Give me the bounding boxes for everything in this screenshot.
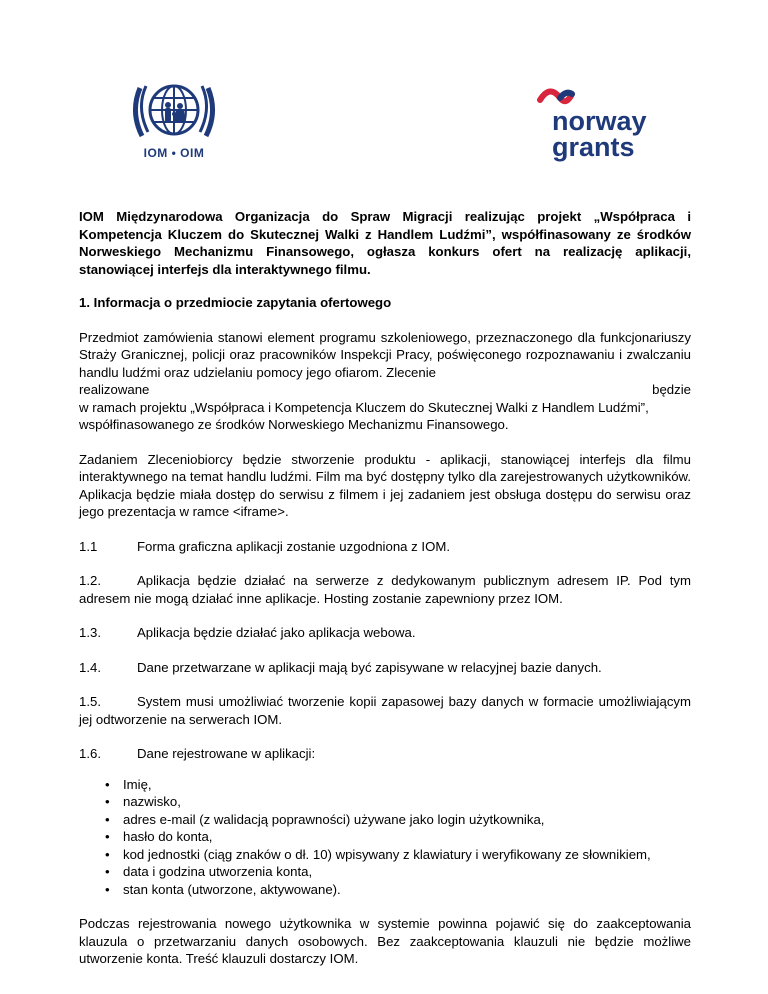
list-item: • data i godzina utworzenia konta,: [105, 864, 313, 879]
registered-data-list: [79, 776, 691, 899]
item-text: Dane rejestrowane w aplikacji:: [137, 746, 316, 761]
split-word-left: realizowane: [79, 382, 150, 397]
item-1-5: [79, 693, 691, 728]
split-word-right: będzie: [652, 382, 691, 397]
paragraph-subject-a: Przedmiot zamówienia stanowi element programu szkoleniowego, przeznaczonego dla funkcjonariuszy Straży Granicznej, policji oraz pracowników Inspekcji Pracy, poświęconego rozpoznawaniu i zwalczaniu handlu ludźmi oraz udzielaniu pomocy jego ofiarom. Zlecenie: [79, 329, 691, 380]
item-text: System musi umożliwiać tworzenie kopii zapasowej bazy danych w formacie umożliwiającym jej odtworzenie na serwerach IOM.: [79, 694, 691, 727]
item-1-1: [79, 538, 691, 556]
paragraph-closing: Podczas rejestrowania nowego użytkownika w systemie powinna pojawić się do zaakceptowania klauzula o przetwarzaniu danych osobowych. Bez zaakceptowania klauzuli nie będzie możliwe utworzenie konta. Treść klauzuli dostarczy IOM.: [79, 916, 691, 966]
list-item: • adres e-mail (z walidacją poprawności) używane jako login użytkownika,: [105, 811, 545, 827]
section-heading: 1. Informacja o przedmiocie zapytania ofertowego: [79, 295, 392, 310]
iom-logo-text: IOM • OIM: [143, 146, 205, 160]
item-text: Forma graficzna aplikacji zostanie uzgodniona z IOM.: [137, 538, 450, 554]
norway-word: norway: [552, 106, 647, 136]
paragraph-subject-split-line: [79, 381, 691, 399]
item-number: 1.3.: [79, 625, 101, 640]
paragraph-subject: [79, 329, 691, 434]
item-number: 1.6.: [79, 746, 101, 761]
list-item: • nazwisko,: [105, 794, 181, 809]
list-item: • stan konta (utworzone, aktywowane).: [105, 881, 341, 897]
document-body: [79, 208, 691, 968]
paragraph-task: Zadaniem Zleceniobiorcy będzie stworzenie produktu - aplikacji, stanowiącej interfejs dla filmu interaktywnego na temat handlu ludźmi. Film ma być dostępny tylko dla zarejestrowanych użytkowników. Aplikacja będzie miała dostęp do serwisu z filmem i jej zadaniem jest obsługa dostępu do serwisu oraz jego prezentacja w ramce <iframe>.: [79, 451, 691, 519]
item-number: 1.1: [79, 538, 98, 554]
paragraph-subject-c: w ramach projektu „Współpraca i Kompetencja Kluczem do Skutecznej Walki z Handlem Ludźmi”, współfinasowanego ze środków Norweskiego Mechanizmu Finansowego.: [79, 399, 649, 432]
list-item: • hasło do konta,: [105, 829, 213, 844]
list-item: • Imię,: [105, 776, 152, 792]
list-item: • kod jednostki (ciąg znaków o dł. 10) wpisywany z klawiatury i weryfikowany ze słownikiem,: [105, 846, 651, 862]
item-number: 1.4.: [79, 659, 101, 675]
item-1-6: [79, 745, 691, 763]
intro-paragraph: IOM Międzynarodowa Organizacja do Spraw Migracji realizując projekt „Współpraca i Kompetencja Kluczem do Skutecznej Walki z Handlem Ludźmi”, współfinasowany ze środków Norweskiego Mechanizmu Finansowego, ogłasza konkurs ofert na realizację aplikacji, stanowiącej interfejs dla interaktywnego filmu.: [79, 209, 691, 277]
item-number: 1.5.: [79, 694, 101, 709]
item-1-3: [79, 624, 691, 642]
item-number: 1.2.: [79, 573, 101, 588]
item-1-2: [79, 572, 691, 607]
item-text: Aplikacja będzie działać jako aplikacja webowa.: [137, 625, 416, 640]
item-1-4: [79, 659, 691, 677]
norway-grants-logo: [536, 86, 656, 166]
grants-word: grants: [552, 132, 635, 162]
item-text: Dane przetwarzane w aplikacji mają być zapisywane w relacyjnej bazie danych.: [137, 659, 602, 675]
item-text: Aplikacja będzie działać na serwerze z dedykowanym publicznym adresem IP. Pod tym adresem nie mogą działać inne aplikacje. Hosting zostanie zapewniony przez IOM.: [79, 573, 691, 606]
